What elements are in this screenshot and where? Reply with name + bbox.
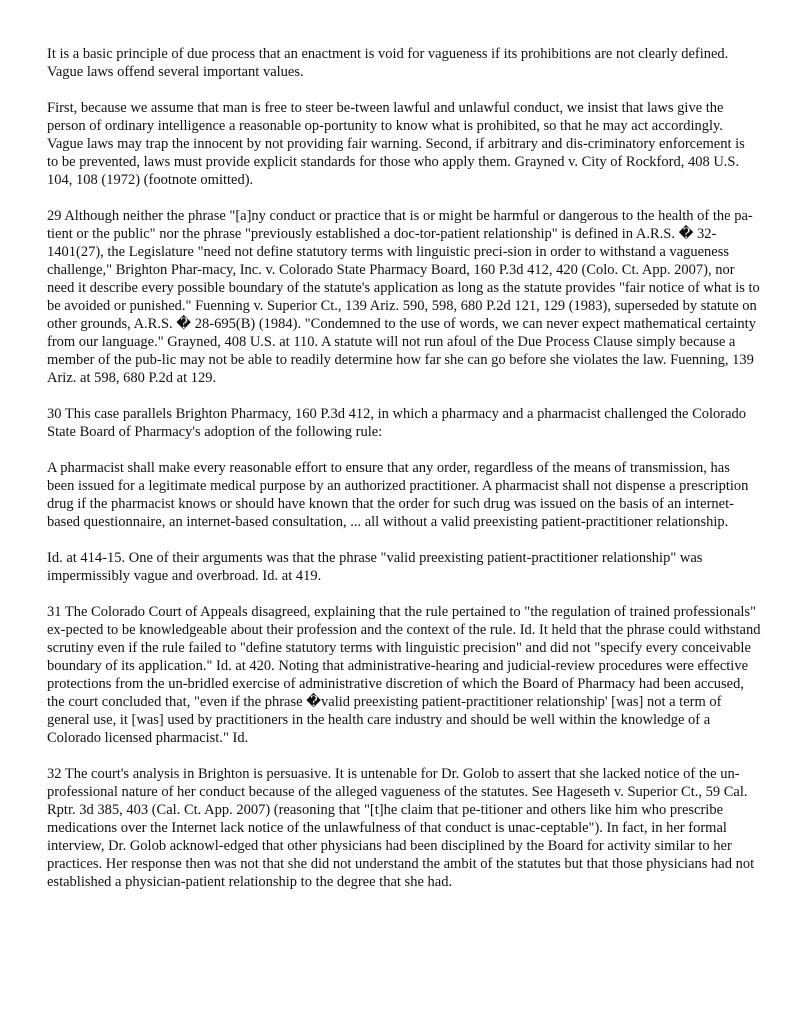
paragraph-citation: Id. at 414-15. One of their arguments was that the phrase "valid preexisting patient-practitioner relationship" was impermissibly vague and overbroad. Id. at 419. — [47, 550, 703, 584]
paragraph-29: 29 Although neither the phrase "[a]ny conduct or practice that is or might be harmful or dangerous to the health of the pa-tient or the public" nor the phrase "previously established a doc-tor-patient relationship" is defined in A.R.S. � 32-1401(27), the Legislature "need not define statutory terms with linguistic preci-sion in order to withstand a vagueness challenge," Brighton Phar-macy, Inc. v. Colorado State Pharmacy Board, 160 P.3d 412, 420 (Colo. Ct. App. 2007), nor need it describe every possible boundary of the statute's application as long as the statute provides "fair notice of what is to be avoided or punished." Fuenning v. Superior Ct., 139 Ariz. 590, 598, 680 P.2d 121, 129 (1983), superseded by statute on other grounds, A.R.S. � 28-695(B) (1984). "Condemned to the use of words, we can never expect mathematical certainty from our language." Grayned, 408 U.S. at 110. A statute will not run afoul of the Due Process Clause simply because a member of the pub-lic may not be able to readily determine how far she can go before she violates the law. Fuenning, 139 Ariz. at 598, 680 P.2d at 129. — [47, 208, 760, 386]
paragraph-30: 30 This case parallels Brighton Pharmacy, 160 P.3d 412, in which a pharmacy and a pharmacist challenged the Colorado State Board of Pharmacy's adoption of the following rule: — [47, 406, 747, 440]
paragraph-intro: It is a basic principle of due process that an enactment is void for vagueness if its prohibitions are not clearly defined. Vague laws offend several important values. — [47, 46, 729, 80]
paragraph-32: 32 The court's analysis in Brighton is persuasive. It is untenable for Dr. Golob to assert that she lacked notice of the un-professional nature of her conduct because of the alleged vagueness of the statutes. See Hageseth v. Superior Ct., 59 Cal. Rptr. 3d 385, 403 (Cal. Ct. App. 2007) (reasoning that "[t]he claim that pe-titioner and others like him who prescribe medications over the Internet lack notice of the unlawfulness of that conduct is unac-ceptable"). In fact, in her formal interview, Dr. Golob acknowl-edged that other physicians had been disciplined by the Board for activity similar to her practices. Her response then was not that she did not understand the ambit of the statutes but that those physicians had not established a physician-patient relationship to the degree that she had. — [47, 766, 755, 890]
paragraph-31: 31 The Colorado Court of Appeals disagreed, explaining that the rule pertained to "the regulation of trained professionals" ex-pected to be knowledgeable about their profession and the context of the rule. Id. It held that the phrase could withstand scrutiny even if the rule failed to "define statutory terms with linguistic precision" and did not "specify every conceivable boundary of its application." Id. at 420. Noting that administrative-hearing and judicial-review procedures were effective protections from the un-bridled exercise of administrative discretion of which the Board of Pharmacy had been accused, the court concluded that, "even if the phrase �valid preexisting patient-practitioner relationship' [was] not a term of general use, it [was] used by practitioners in the health care industry and should be well within the knowledge of a Colorado licensed pharmacist." Id. — [47, 604, 761, 746]
block-quote-grayned: First, because we assume that man is free to steer be-tween lawful and unlawful conduct, we insist that laws give the person of ordinary intelligence a reasonable op-portunity to know what is prohibited, so that he may act accordingly. Vague laws may trap the innocent by not providing fair warning. Second, if arbitrary and dis-criminatory enforcement is to be prevented, laws must provide explicit standards for those who apply them. Grayned v. City of Rockford, 408 U.S. 104, 108 (1972) (footnote omitted). — [47, 100, 745, 188]
block-quote-rule: A pharmacist shall make every reasonable effort to ensure that any order, regardless of the means of transmission, has been issued for a legitimate medical purpose by an authorized practitioner. A pharmacist shall not dispense a prescription drug if the pharmacist knows or should have known that the order for such drug was issued on the basis of an internet-based questionnaire, an internet-based consultation, ... all without a valid preexisting patient-practitioner relationship. — [47, 460, 749, 530]
